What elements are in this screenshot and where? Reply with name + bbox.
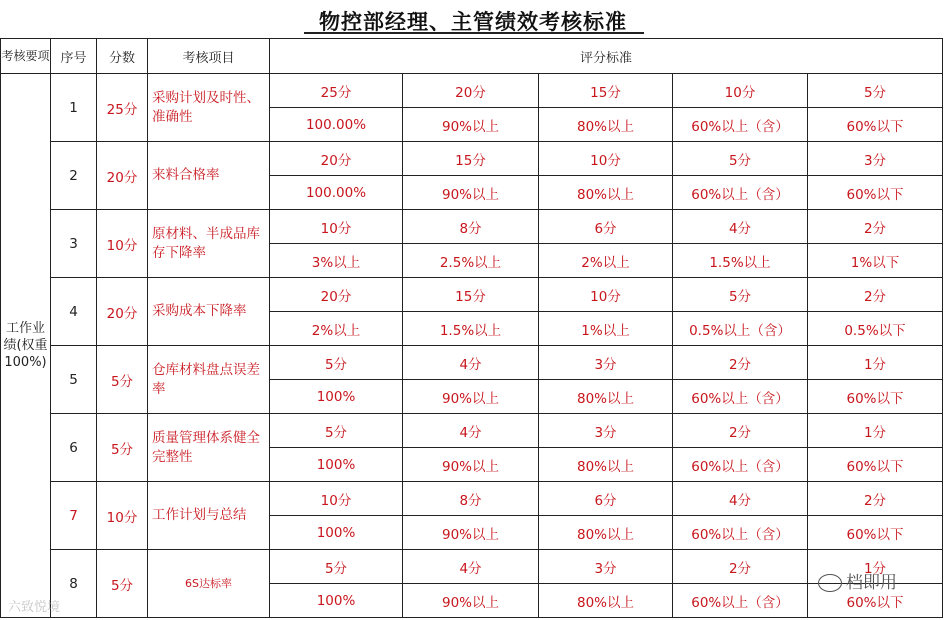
criteria-cell: 60%以下 (808, 176, 943, 210)
points-cell: 2分 (673, 346, 808, 380)
score-cell: 5分 (97, 414, 148, 482)
criteria-cell: 60%以上（含） (673, 108, 808, 142)
header-score: 分数 (97, 39, 148, 74)
points-cell: 4分 (403, 346, 539, 380)
criteria-cell: 80%以上 (539, 380, 673, 414)
points-cell: 3分 (539, 550, 673, 584)
criteria-cell: 80%以上 (539, 108, 673, 142)
criteria-cell: 90%以上 (403, 108, 539, 142)
points-cell: 15分 (403, 142, 539, 176)
score-cell: 20分 (97, 278, 148, 346)
criteria-cell: 60%以上（含） (673, 176, 808, 210)
points-cell: 3分 (539, 346, 673, 380)
points-cell: 2分 (808, 210, 943, 244)
score-cell: 25分 (97, 74, 148, 142)
points-cell: 2分 (808, 278, 943, 312)
criteria-cell: 100% (270, 448, 403, 482)
criteria-cell: 60%以下 (808, 108, 943, 142)
points-cell: 10分 (539, 278, 673, 312)
criteria-cell: 60%以上（含） (673, 516, 808, 550)
points-cell: 20分 (403, 74, 539, 108)
criteria-cell: 90%以上 (403, 380, 539, 414)
table-row (1, 142, 943, 176)
criteria-cell: 100% (270, 380, 403, 414)
watermark-left: 六致悦境 (8, 600, 61, 615)
watermark-right-text: 档即用 (846, 573, 897, 593)
criteria-cell: 90%以上 (403, 584, 539, 618)
kpi-table (0, 38, 943, 618)
points-cell: 25分 (270, 74, 403, 108)
score-cell: 5分 (97, 550, 148, 618)
criteria-cell: 60%以下 (808, 516, 943, 550)
points-cell: 10分 (539, 142, 673, 176)
points-cell: 8分 (403, 482, 539, 516)
header-seq: 序号 (51, 39, 97, 74)
criteria-cell: 60%以下 (808, 380, 943, 414)
points-cell: 5分 (270, 414, 403, 448)
item-cell: 来料合格率 (148, 142, 270, 210)
table-row (1, 278, 943, 312)
seq-cell: 8 (51, 550, 97, 618)
wechat-icon (818, 574, 842, 592)
item-cell: 采购成本下降率 (148, 278, 270, 346)
criteria-cell: 90%以上 (403, 516, 539, 550)
table-row (1, 482, 943, 516)
points-cell: 2分 (673, 550, 808, 584)
points-cell: 10分 (270, 210, 403, 244)
points-cell: 20分 (270, 142, 403, 176)
table-row (1, 550, 943, 584)
criteria-cell: 100% (270, 516, 403, 550)
score-cell: 10分 (97, 482, 148, 550)
criteria-cell: 1%以上 (539, 312, 673, 346)
points-cell: 5分 (808, 74, 943, 108)
criteria-cell: 100.00% (270, 176, 403, 210)
item-cell: 采购计划及时性、准确性 (148, 74, 270, 142)
points-cell: 4分 (403, 414, 539, 448)
header-category: 考核要项 (1, 39, 51, 74)
score-cell: 20分 (97, 142, 148, 210)
points-cell: 4分 (673, 482, 808, 516)
header-standard: 评分标准 (270, 39, 943, 74)
points-cell: 1分 (808, 550, 943, 584)
table-row (1, 210, 943, 244)
points-cell: 5分 (270, 346, 403, 380)
criteria-cell: 2%以上 (539, 244, 673, 278)
points-cell: 3分 (808, 142, 943, 176)
criteria-cell: 100.00% (270, 108, 403, 142)
criteria-cell: 60%以下 (808, 448, 943, 482)
criteria-cell: 2.5%以上 (403, 244, 539, 278)
seq-cell: 7 (51, 482, 97, 550)
seq-cell: 4 (51, 278, 97, 346)
criteria-cell: 80%以上 (539, 516, 673, 550)
score-cell: 5分 (97, 346, 148, 414)
points-cell: 2分 (673, 414, 808, 448)
criteria-cell: 1.5%以上 (403, 312, 539, 346)
document-title: 物控部经理、主管绩效考核标准 (319, 9, 627, 34)
points-cell: 10分 (270, 482, 403, 516)
points-cell: 5分 (673, 278, 808, 312)
score-cell: 10分 (97, 210, 148, 278)
points-cell: 2分 (808, 482, 943, 516)
points-cell: 8分 (403, 210, 539, 244)
points-cell: 4分 (673, 210, 808, 244)
item-cell: 工作计划与总结 (148, 482, 270, 550)
category-cell: 工作业绩(权重100%) (1, 74, 51, 618)
seq-cell: 1 (51, 74, 97, 142)
points-cell: 6分 (539, 210, 673, 244)
seq-cell: 2 (51, 142, 97, 210)
criteria-cell: 2%以上 (270, 312, 403, 346)
points-cell: 15分 (403, 278, 539, 312)
watermark-right (818, 568, 897, 593)
points-cell: 3分 (539, 414, 673, 448)
criteria-cell: 80%以上 (539, 584, 673, 618)
criteria-cell: 0.5%以下 (808, 312, 943, 346)
criteria-cell: 60%以下 (808, 584, 943, 618)
criteria-cell: 100% (270, 584, 403, 618)
criteria-cell: 3%以上 (270, 244, 403, 278)
header-item: 考核项目 (148, 39, 270, 74)
table-row (1, 414, 943, 448)
title-underline (304, 32, 644, 34)
table-row (1, 346, 943, 380)
points-cell: 4分 (403, 550, 539, 584)
criteria-cell: 60%以上（含） (673, 380, 808, 414)
criteria-cell: 90%以上 (403, 176, 539, 210)
criteria-cell: 0.5%以上（含） (673, 312, 808, 346)
points-cell: 5分 (673, 142, 808, 176)
points-cell: 5分 (270, 550, 403, 584)
criteria-cell: 90%以上 (403, 448, 539, 482)
seq-cell: 6 (51, 414, 97, 482)
points-cell: 1分 (808, 414, 943, 448)
criteria-cell: 80%以上 (539, 176, 673, 210)
criteria-cell: 60%以上（含） (673, 584, 808, 618)
criteria-cell: 60%以上（含） (673, 448, 808, 482)
table-body (1, 74, 943, 618)
item-cell: 质量管理体系健全完整性 (148, 414, 270, 482)
criteria-cell: 1%以下 (808, 244, 943, 278)
seq-cell: 5 (51, 346, 97, 414)
points-cell: 1分 (808, 346, 943, 380)
points-cell: 6分 (539, 482, 673, 516)
item-cell: 仓库材料盘点误差率 (148, 346, 270, 414)
points-cell: 10分 (673, 74, 808, 108)
item-cell: 6S达标率 (148, 550, 270, 618)
criteria-cell: 80%以上 (539, 448, 673, 482)
item-cell: 原材料、半成品库存下降率 (148, 210, 270, 278)
points-cell: 15分 (539, 74, 673, 108)
criteria-cell: 1.5%以上 (673, 244, 808, 278)
table-row (1, 74, 943, 108)
seq-cell: 3 (51, 210, 97, 278)
header-row (1, 39, 943, 74)
points-cell: 20分 (270, 278, 403, 312)
